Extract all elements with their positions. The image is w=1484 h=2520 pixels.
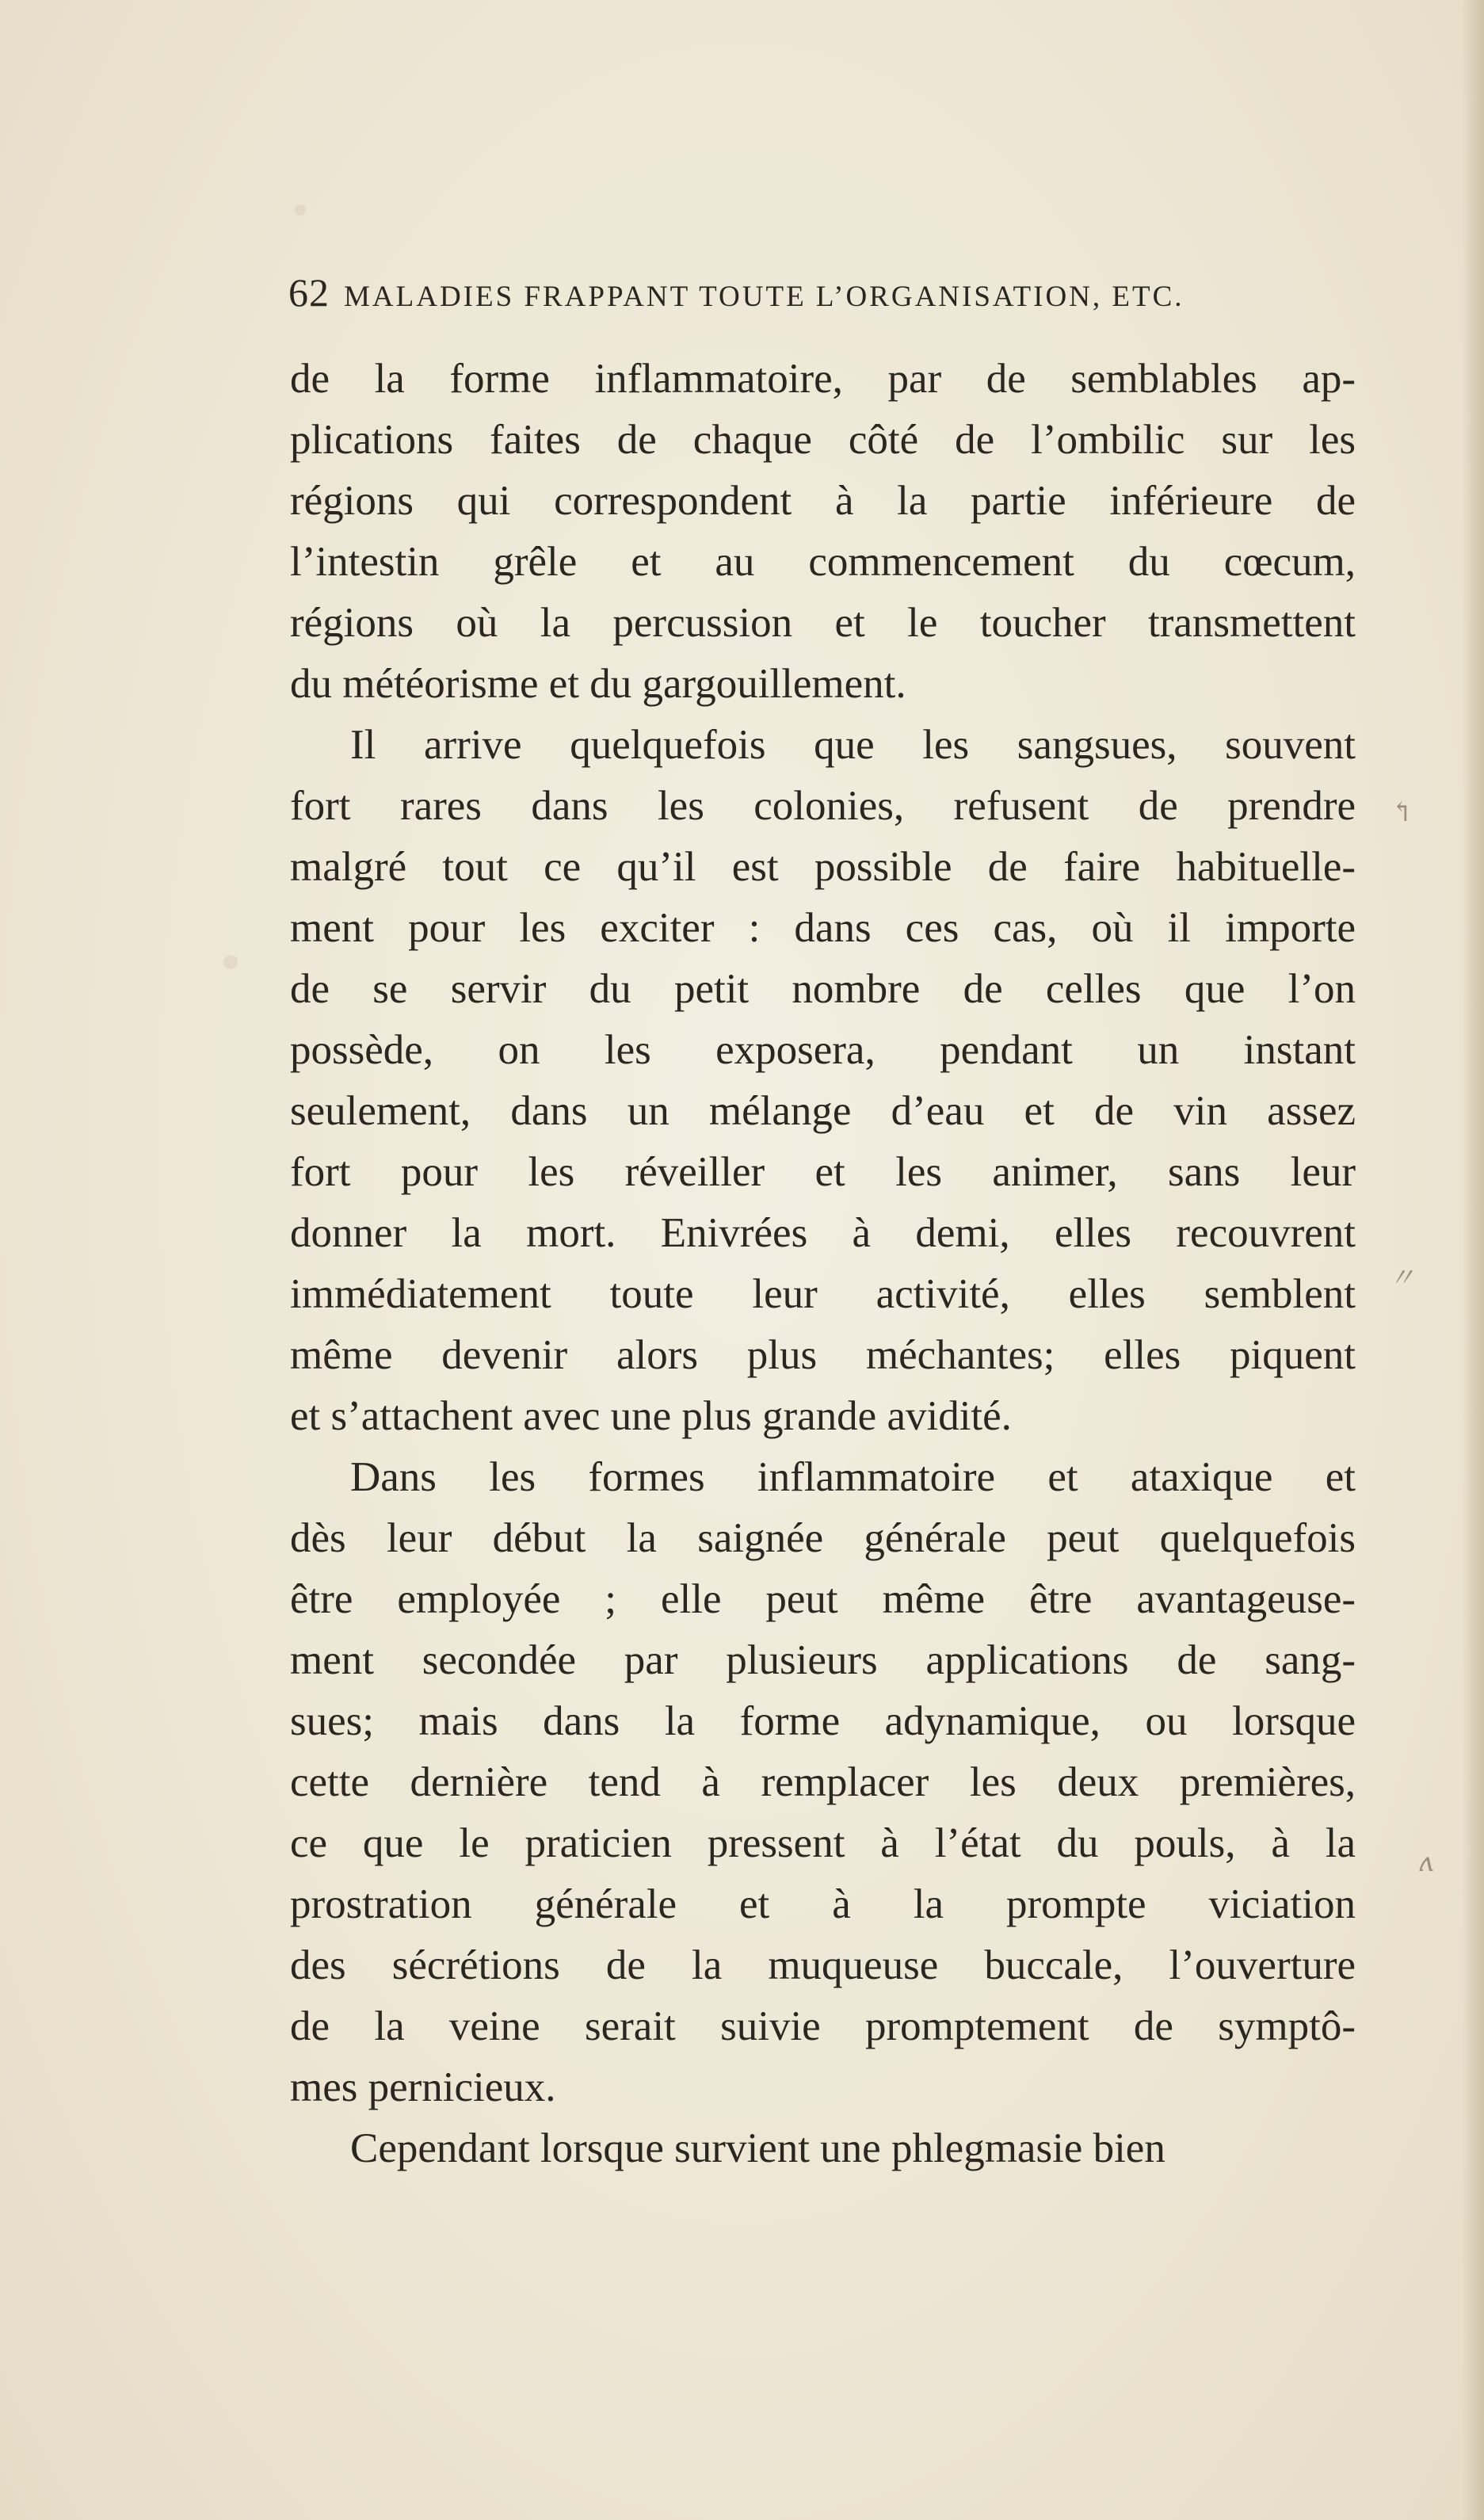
text-line: Cependant lorsque survient une phlegmasie bien — [350, 2125, 1165, 2171]
text-line: dès leur début la saignée générale peut quelquefois — [290, 1515, 1356, 1561]
text-line: de la veine serait suivie promptement de symptô- — [290, 2003, 1356, 2049]
text-line: fort rares dans les colonies, refusent de prendre — [290, 783, 1356, 829]
text-line: régions qui correspondent à la partie inférieure de — [290, 478, 1356, 524]
text-line: même devenir alors plus méchantes; elles piquent — [290, 1332, 1356, 1378]
text-line: plications faites de chaque côté de l’ombilic sur les — [290, 417, 1356, 463]
page-number: 62 — [288, 270, 330, 315]
text-line: être employée ; elle peut même être avantageuse- — [290, 1576, 1356, 1622]
page-edge-shadow — [1462, 0, 1484, 2520]
text-line: Il arrive quelquefois que les sangsues, souvent — [350, 722, 1356, 768]
running-head-title: MALADIES FRAPPANT TOUTE L’ORGANISATION, ETC. — [344, 281, 1185, 313]
text-line: de la forme inflammatoire, par de semblables ap- — [290, 356, 1356, 402]
text-line: mes pernicieux. — [290, 2064, 556, 2110]
paper-spot — [223, 955, 238, 969]
running-header — [288, 269, 1334, 317]
text-line: possède, on les exposera, pendant un instant — [290, 1027, 1356, 1073]
text-line: malgré tout ce qu’il est possible de faire habituelle- — [290, 844, 1356, 890]
text-line: régions où la percussion et le toucher transmettent — [290, 600, 1356, 646]
text-line: du météorisme et du gargouillement. — [290, 661, 906, 707]
paragraph — [290, 2118, 1356, 2179]
paragraph — [290, 1447, 1356, 2118]
text-line: fort pour les réveiller et les animer, sans leur — [290, 1149, 1356, 1195]
paragraph — [290, 349, 1356, 715]
text-line: seulement, dans un mélange d’eau et de vin assez — [290, 1088, 1356, 1134]
text-line: ment secondée par plusieurs applications de sang- — [290, 1637, 1356, 1683]
text-line: immédiatement toute leur activité, elles semblent — [290, 1271, 1356, 1317]
text-line: l’intestin grêle et au commencement du cœcum, — [290, 539, 1356, 585]
margin-annotation: ʌ — [1418, 1846, 1434, 1878]
text-line: des sécrétions de la muqueuse buccale, l’ouverture — [290, 1942, 1356, 1988]
text-line: ment pour les exciter : dans ces cas, où il importe — [290, 905, 1356, 951]
text-line: cette dernière tend à remplacer les deux premières, — [290, 1759, 1356, 1805]
margin-annotation: 〃 — [1388, 1262, 1415, 1294]
paragraph — [290, 715, 1356, 1447]
paper-spot — [295, 204, 306, 216]
text-line: ce que le praticien pressent à l’état du pouls, à la — [290, 1820, 1356, 1866]
text-line: sues; mais dans la forme adynamique, ou lorsque — [290, 1698, 1356, 1744]
text-line: et s’attachent avec une plus grande avidité. — [290, 1393, 1012, 1439]
text-line: donner la mort. Enivrées à demi, elles recouvrent — [290, 1210, 1356, 1256]
margin-annotation: ↰ — [1391, 796, 1413, 828]
body-text — [290, 349, 1356, 2179]
text-line: Dans les formes inflammatoire et ataxique et — [350, 1454, 1356, 1500]
text-line: prostration générale et à la prompte viciation — [290, 1881, 1356, 1927]
text-line: de se servir du petit nombre de celles que l’on — [290, 966, 1356, 1012]
